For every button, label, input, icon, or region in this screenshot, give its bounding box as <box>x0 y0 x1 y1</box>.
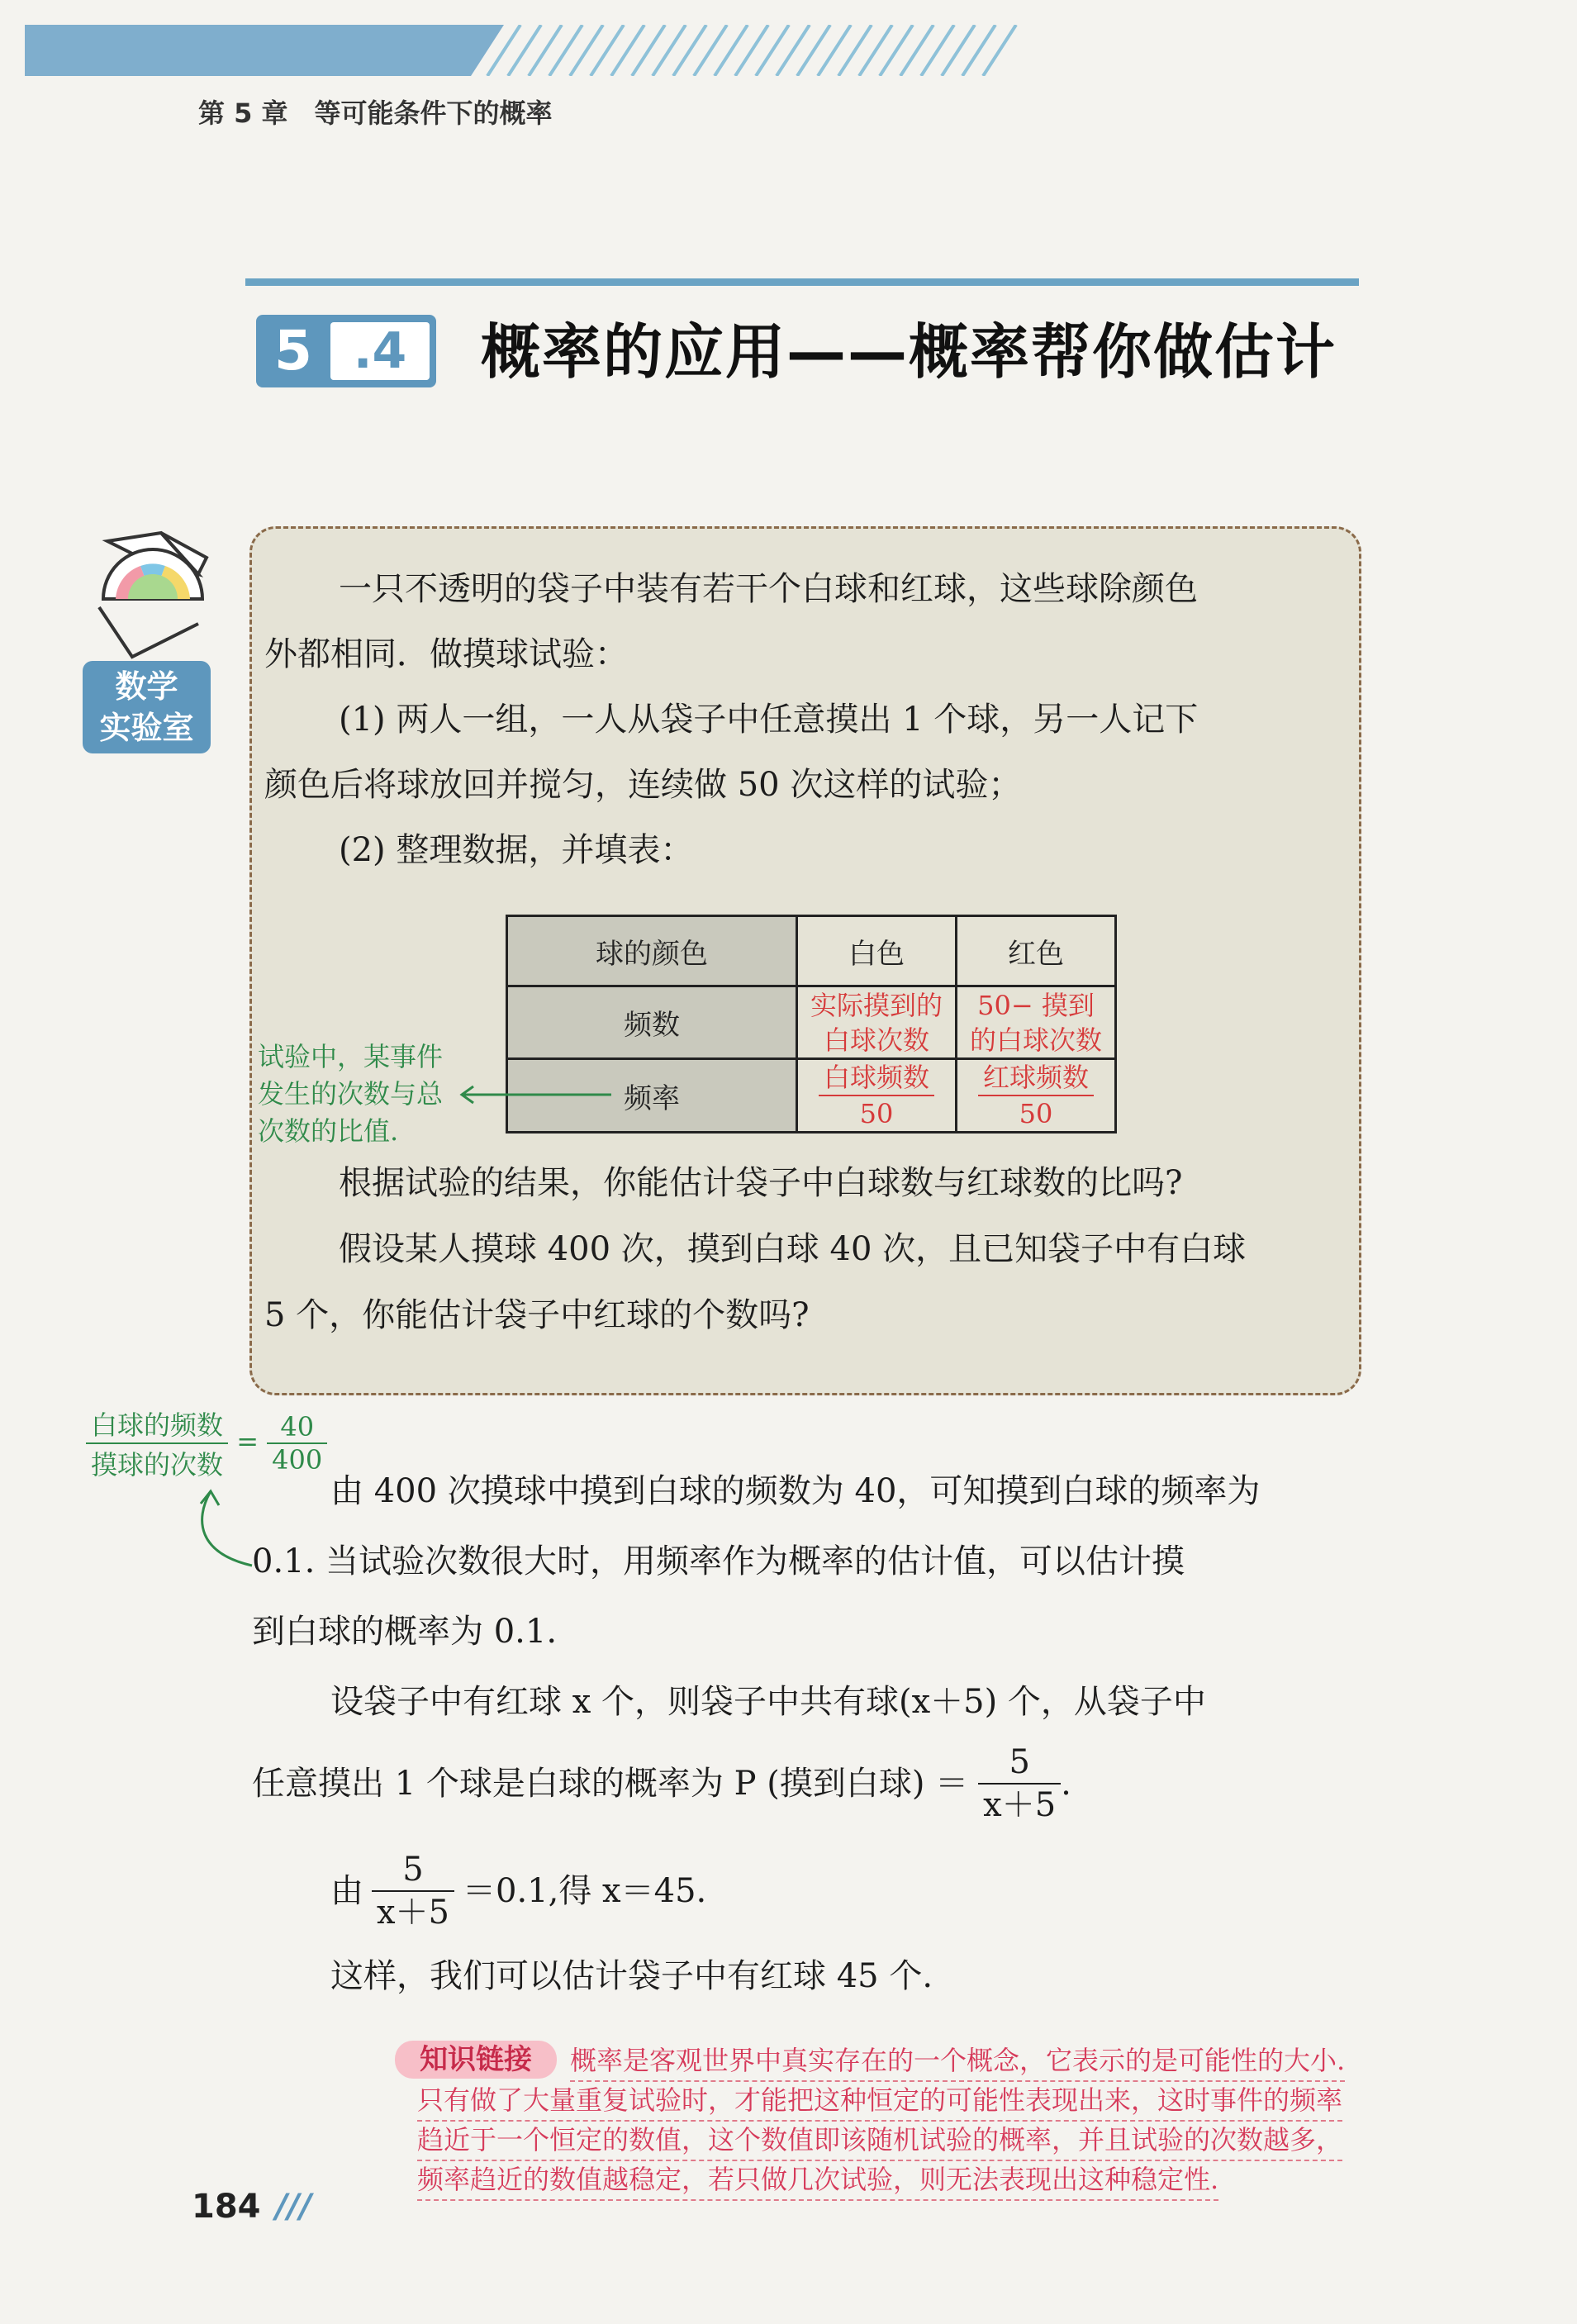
activity-line: 颜色后将球放回并搅匀，连续做 50 次这样的试验； <box>264 766 1022 804</box>
question-line: 根据试验的结果，你能估计袋子中白球数与红球数的比吗? <box>339 1164 1183 1202</box>
section-title: 概率的应用——概率帮你做估计 <box>481 317 1337 387</box>
table-cell-white-frequency <box>797 1059 957 1133</box>
math-lab-label <box>83 661 211 753</box>
body-line <box>252 1742 1071 1826</box>
section-sub-number: .4 <box>353 322 407 380</box>
table-header-color: 球的颜色 <box>507 916 797 986</box>
fraction-num: 5 <box>978 1742 1061 1785</box>
fraction-num: 红球频数 <box>978 1060 1094 1096</box>
page-slashes-icon: /// <box>275 2188 312 2226</box>
knowledge-line: 趋近于一个恒定的数值，这个数值即该随机试验的概率，并且试验的次数越多， <box>417 2120 1342 2161</box>
table-cell-red-frequency <box>957 1059 1116 1133</box>
question-line: 5 个，你能估计袋子中红球的个数吗? <box>264 1296 810 1334</box>
cell-text: 实际摸到的 <box>810 989 943 1021</box>
fraction <box>978 1060 1094 1131</box>
fraction-den: x＋5 <box>377 1894 450 1932</box>
chapter-header: 第 5 章 等可能条件下的概率 <box>198 97 553 129</box>
body-line: 到白球的概率为 0.1. <box>252 1613 558 1651</box>
table-header-white: 白色 <box>797 916 957 986</box>
fraction-den: x＋5 <box>983 1786 1057 1824</box>
fraction <box>372 1849 454 1933</box>
activity-line: (1) 两人一组，一人从袋子中任意摸出 1 个球，另一人记下 <box>339 701 1199 739</box>
fraction-num: 白球频数 <box>819 1060 934 1096</box>
cell-text: 白球次数 <box>823 1024 929 1056</box>
side-note-line: 发生的次数与总 <box>258 1078 444 1110</box>
header-band <box>25 25 1024 76</box>
knowledge-line: 概率是客观世界中真实存在的一个概念，它表示的是可能性的大小. <box>570 2041 1345 2082</box>
question-line: 假设某人摸球 400 次，摸到白球 40 次，且已知袋子中有白球 <box>339 1230 1247 1268</box>
fraction-num: 5 <box>372 1849 454 1892</box>
cell-text: 的白球次数 <box>969 1024 1102 1056</box>
frequency-label: 频率 <box>624 1081 680 1115</box>
lab-label-line1: 数学 <box>115 668 178 705</box>
math-lab-icon <box>83 525 215 661</box>
fraction-den: 400 <box>272 1444 323 1476</box>
fraction-num: 40 <box>267 1411 327 1444</box>
body-line: 0.1. 当试验次数很大时，用频率作为概率的估计值，可以估计摸 <box>252 1542 1185 1580</box>
body-text: 任意摸出 1 个球是白球的概率为 P (摸到白球) ＝ <box>252 1765 969 1803</box>
section-number: 5 <box>274 319 312 383</box>
fraction-den: 摸球的次数 <box>91 1449 224 1480</box>
body-line: 设袋子中有红球 x 个，则袋子中共有球(x＋5) 个，从袋子中 <box>330 1683 1206 1721</box>
table-row-label-count: 频数 <box>507 986 797 1059</box>
title-rule <box>245 278 1359 286</box>
page-number-text: 184 <box>192 2188 261 2226</box>
fraction <box>86 1404 228 1482</box>
fraction-den: 50 <box>859 1098 894 1129</box>
table-cell-white-count <box>797 986 957 1059</box>
activity-line: 外都相同．做摸球试验： <box>264 635 628 673</box>
knowledge-line: 只有做了大量重复试验时，才能把这种恒定的可能性表现出来，这时事件的频率 <box>417 2080 1342 2122</box>
cell-text: 50− 摸到 <box>977 989 1095 1021</box>
body-line: 这样，我们可以估计袋子中有红球 45 个. <box>330 1957 933 1995</box>
margin-arrow-icon <box>186 1487 260 1578</box>
margin-fraction-note <box>86 1404 327 1482</box>
fraction <box>819 1060 934 1131</box>
activity-line: (2) 整理数据，并填表： <box>339 831 694 869</box>
side-note-line: 次数的比值. <box>258 1115 399 1147</box>
knowledge-line: 频率趋近的数值越稳定，若只做几次试验，则无法表现出这种稳定性. <box>417 2160 1218 2201</box>
knowledge-link-tag: 知识链接 <box>395 2041 557 2079</box>
page-number <box>192 2188 311 2226</box>
side-note-line: 试验中，某事件 <box>258 1041 444 1072</box>
equals-sign: = <box>236 1425 259 1457</box>
table-header-red: 红色 <box>957 916 1116 986</box>
body-line <box>330 1849 706 1933</box>
body-text: 由 <box>330 1872 363 1910</box>
fraction <box>978 1742 1061 1826</box>
fraction-den: 50 <box>1019 1098 1053 1129</box>
side-note <box>258 1038 443 1150</box>
body-text: . <box>1061 1765 1071 1803</box>
fraction-num: 白球的频数 <box>86 1404 228 1444</box>
body-text: ＝0.1,得 x＝45. <box>463 1872 707 1910</box>
fraction <box>267 1411 327 1476</box>
lab-label-line2: 实验室 <box>99 710 194 746</box>
table-cell-red-count <box>957 986 1116 1059</box>
body-line: 由 400 次摸球中摸到白球的频数为 40，可知摸到白球的频率为 <box>330 1472 1261 1510</box>
activity-line: 一只不透明的袋子中装有若干个白球和红球，这些球除颜色 <box>339 570 1198 608</box>
side-note-arrow-icon <box>458 1082 615 1107</box>
